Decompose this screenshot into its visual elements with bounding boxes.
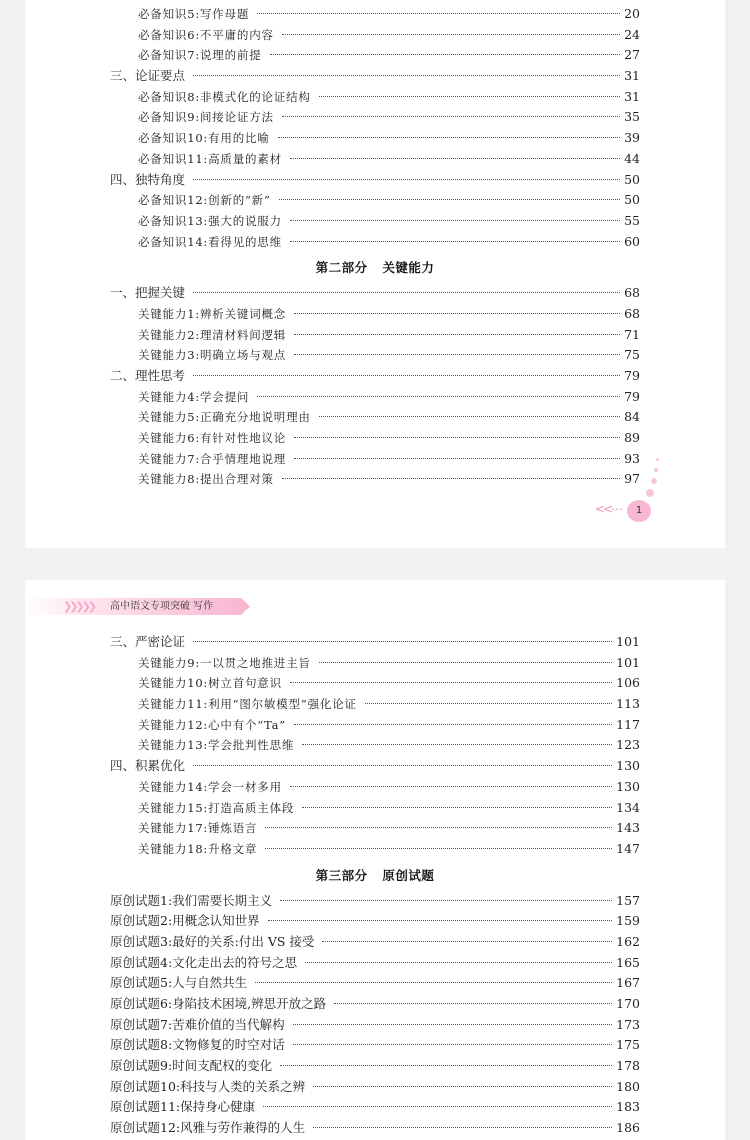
toc-entry-title: 原创试题4:文化走出去的符号之思 — [110, 954, 298, 970]
toc-entry-title: 原创试题11:保持身心健康 — [110, 1099, 256, 1115]
dot-leader — [290, 786, 612, 787]
toc-entry — [110, 1097, 640, 1118]
decor-dot — [651, 478, 657, 484]
toc-entry-page: 50 — [624, 192, 640, 208]
toc-entry-page: 162 — [616, 933, 640, 949]
toc-entry-page: 180 — [616, 1078, 640, 1094]
toc-entry-page: 178 — [616, 1058, 640, 1074]
toc-entry-page: 27 — [624, 47, 640, 63]
toc-entry-title: 原创试题12:风雅与劳作兼得的人生 — [110, 1120, 306, 1136]
toc-entry-page: 68 — [624, 305, 640, 321]
toc-entry — [110, 1077, 640, 1098]
toc-entry-page: 147 — [616, 840, 640, 856]
dot-leader — [268, 920, 612, 921]
dot-leader — [263, 1106, 612, 1107]
toc-entry-page: 186 — [616, 1120, 640, 1136]
dot-leader — [290, 220, 620, 221]
header-title: 高中语文专项突破 写作 — [110, 601, 214, 612]
dot-leader — [293, 1024, 612, 1025]
toc-entry — [110, 128, 640, 149]
toc-entry — [110, 304, 640, 325]
dot-leader — [293, 1044, 612, 1045]
toc-entry-title: 三、论证要点 — [110, 68, 186, 84]
toc-entry-page: 101 — [616, 634, 640, 649]
toc-entry-page: 159 — [616, 913, 640, 929]
toc-page-2 — [25, 580, 725, 1140]
toc-entry-title: 关键能力12:心中有个“Ta” — [138, 717, 286, 732]
dot-leader — [313, 1086, 612, 1087]
toc-entry — [110, 953, 640, 974]
dot-leader — [270, 54, 621, 55]
toc-entry-title: 四、独特角度 — [110, 171, 186, 187]
dot-leader — [279, 199, 620, 200]
toc-entry-title: 原创试题1:我们需要长期主义 — [110, 892, 273, 908]
toc-entry-title: 关键能力3:明确立场与观点 — [138, 348, 287, 363]
toc-entry-page: 106 — [616, 675, 640, 691]
dot-leader — [255, 982, 612, 983]
toc-entry-page: 44 — [624, 150, 640, 166]
dot-leader — [294, 313, 620, 314]
dot-leader — [322, 941, 612, 942]
toc-list — [110, 632, 640, 1139]
toc-entry — [110, 4, 640, 25]
toc-entry-title: 关键能力8:提出合理对策 — [138, 472, 274, 487]
dot-leader — [313, 1127, 612, 1128]
toc-entry-title: 关键能力17:锤炼语言 — [138, 821, 258, 836]
part-heading: 第二部分 关键能力 — [315, 260, 435, 276]
toc-entry-title: 关键能力9:一以贯之地推进主旨 — [138, 655, 311, 670]
dot-leader — [302, 744, 612, 745]
dot-leader — [319, 416, 620, 417]
toc-entry-page: 167 — [616, 975, 640, 991]
toc-entry — [110, 673, 640, 694]
toc-entry-page: 55 — [624, 212, 640, 228]
dot-leader — [302, 807, 612, 808]
dot-leader — [257, 13, 620, 14]
toc-entry-title: 必备知识14:看得见的思维 — [138, 234, 282, 249]
toc-entry — [110, 449, 640, 470]
toc-entry-title: 关键能力15:打造高质主体段 — [138, 800, 295, 815]
dot-leader — [265, 827, 612, 828]
toc-entry — [110, 45, 640, 66]
toc-entry — [110, 469, 640, 490]
toc-entry — [110, 715, 640, 736]
toc-entry-page: 68 — [624, 285, 640, 301]
toc-entry — [110, 1015, 640, 1036]
toc-entry — [110, 66, 640, 87]
toc-entry-page: 170 — [616, 996, 640, 1011]
dot-leader — [290, 158, 620, 159]
toc-entry-page: 157 — [616, 892, 640, 908]
toc-entry — [110, 839, 640, 860]
toc-entry — [110, 407, 640, 428]
dot-leader — [290, 241, 620, 242]
toc-entry — [110, 973, 640, 994]
toc-entry-title: 关键能力13:学会批判性思维 — [138, 738, 295, 753]
toc-group — [110, 283, 640, 490]
toc-entry — [110, 325, 640, 346]
toc-entry — [110, 428, 640, 449]
toc-entry-title: 关键能力7:合乎情理地说理 — [138, 451, 287, 466]
toc-page-1 — [25, 0, 725, 548]
toc-entry-page: 50 — [624, 171, 640, 187]
dot-leader — [290, 682, 612, 683]
toc-entry-page: 130 — [616, 758, 640, 774]
toc-entry-title: 关键能力5:正确充分地说明理由 — [138, 410, 311, 425]
dot-leader — [294, 437, 620, 438]
decor-dot — [654, 468, 658, 472]
dot-leader — [265, 848, 612, 849]
dot-leader — [282, 116, 620, 117]
toc-entry — [110, 1035, 640, 1056]
toc-entry — [110, 818, 640, 839]
toc-entry-title: 原创试题3:最好的关系:付出 VS 接受 — [110, 933, 315, 949]
dot-leader — [365, 703, 612, 704]
toc-entry-title: 原创试题2:用概念认知世界 — [110, 913, 260, 929]
toc-entry-page: 165 — [616, 954, 640, 970]
chevron-right-icon: ❯❯❯❯❯ — [63, 600, 95, 613]
toc-entry-title: 四、积累优化 — [110, 758, 186, 774]
toc-entry-title: 关键能力6:有针对性地议论 — [138, 431, 287, 446]
toc-entry-title: 必备知识13:强大的说服力 — [138, 213, 282, 228]
toc-entry-page: 130 — [616, 778, 640, 794]
page-number: 1 — [627, 500, 651, 522]
dot-leader — [294, 458, 620, 459]
toc-entry-title: 必备知识6:不平庸的内容 — [138, 27, 274, 42]
toc-entry — [110, 232, 640, 253]
toc-entry-page: 143 — [616, 820, 640, 836]
toc-group — [110, 632, 640, 860]
toc-entry-title: 原创试题8:文物修复的时空对话 — [110, 1037, 285, 1053]
decor-dot — [646, 489, 654, 497]
toc-entry-page: 60 — [624, 233, 640, 249]
toc-entry-page: 123 — [616, 737, 640, 753]
toc-entry-title: 必备知识12:创新的“新” — [138, 193, 271, 208]
toc-entry-page: 84 — [624, 409, 640, 425]
toc-entry-title: 必备知识7:说理的前提 — [138, 48, 262, 63]
toc-entry-page: 134 — [616, 799, 640, 815]
toc-entry — [110, 777, 640, 798]
dot-leader — [193, 375, 620, 376]
toc-entry — [110, 932, 640, 953]
toc-entry-title: 一、把握关键 — [110, 285, 186, 301]
toc-entry — [110, 211, 640, 232]
dot-leader — [282, 34, 620, 35]
dot-leader — [193, 179, 620, 180]
toc-entry — [110, 366, 640, 387]
toc-entry — [110, 149, 640, 170]
dot-leader — [280, 900, 612, 901]
toc-entry-page: 79 — [624, 368, 640, 383]
toc-entry-title: 必备知识9:间接论证方法 — [138, 110, 274, 125]
dot-leader — [257, 396, 620, 397]
toc-entry-page: 89 — [624, 430, 640, 446]
dot-leader — [294, 334, 620, 335]
toc-entry-page: 39 — [624, 130, 640, 146]
toc-entry-title: 原创试题5:人与自然共生 — [110, 975, 248, 991]
toc-entry — [110, 190, 640, 211]
toc-entry — [110, 170, 640, 191]
dot-leader — [319, 662, 612, 663]
toc-entry-page: 71 — [624, 326, 640, 342]
toc-entry-page: 113 — [616, 696, 640, 712]
toc-entry-page: 101 — [616, 654, 640, 670]
toc-entry-title: 原创试题9:时间支配权的变化 — [110, 1058, 273, 1074]
chevron-left-icon: <<⋯ — [595, 502, 622, 516]
dot-leader — [294, 724, 612, 725]
dot-leader — [280, 1065, 612, 1066]
toc-entry-title: 关键能力1:辨析关键词概念 — [138, 306, 287, 321]
dot-leader — [319, 96, 620, 97]
toc-entry-title: 关键能力18:升格文章 — [138, 841, 258, 856]
toc-entry — [110, 283, 640, 304]
toc-entry — [110, 694, 640, 715]
dot-leader — [278, 137, 620, 138]
toc-entry-title: 必备知识8:非模式化的论证结构 — [138, 89, 311, 104]
dot-leader — [193, 75, 620, 76]
toc-entry-page: 175 — [616, 1037, 640, 1053]
toc-entry-title: 三、严密论证 — [110, 634, 186, 649]
toc-entry — [110, 1118, 640, 1139]
toc-entry — [110, 891, 640, 912]
toc-entry-title: 关键能力14:学会一材多用 — [138, 779, 282, 794]
toc-entry-page: 20 — [624, 6, 640, 21]
toc-entry-page: 173 — [616, 1016, 640, 1032]
part-heading: 第三部分 原创试题 — [315, 867, 435, 883]
toc-entry-page: 97 — [624, 471, 640, 487]
dot-leader — [193, 292, 620, 293]
toc-entry-title: 必备知识5:写作母题 — [138, 7, 250, 21]
toc-entry — [110, 756, 640, 777]
toc-entry-title: 二、理性思考 — [110, 368, 186, 383]
toc-entry-page: 31 — [624, 68, 640, 84]
toc-entry — [110, 911, 640, 932]
toc-entry — [110, 994, 640, 1015]
toc-entry — [110, 735, 640, 756]
toc-entry-page: 24 — [624, 26, 640, 42]
toc-entry — [110, 653, 640, 674]
toc-entry-title: 原创试题10:科技与人类的关系之辨 — [110, 1078, 306, 1094]
toc-list — [110, 4, 640, 490]
toc-entry — [110, 345, 640, 366]
dot-leader — [305, 962, 612, 963]
toc-entry — [110, 798, 640, 819]
dot-leader — [282, 478, 620, 479]
toc-entry-page: 31 — [624, 88, 640, 104]
toc-entry — [110, 107, 640, 128]
toc-entry-title: 必备知识11:高质量的素材 — [138, 151, 282, 166]
toc-entry-title: 关键能力2:理清材料间逻辑 — [138, 327, 287, 342]
toc-group — [110, 891, 640, 1139]
dot-leader — [193, 641, 612, 642]
toc-entry-title: 必备知识10:有用的比喻 — [138, 131, 270, 146]
toc-entry-title: 原创试题7:苦难价值的当代解构 — [110, 1016, 285, 1032]
toc-entry — [110, 1056, 640, 1077]
decor-dot — [656, 458, 659, 461]
dot-leader — [334, 1003, 612, 1004]
toc-entry-title: 原创试题6:身陷技术困境,辨思开放之路 — [110, 996, 327, 1011]
toc-entry-page: 79 — [624, 388, 640, 404]
toc-entry — [110, 632, 640, 653]
toc-entry-page: 93 — [624, 450, 640, 466]
toc-entry — [110, 87, 640, 108]
toc-entry-page: 35 — [624, 109, 640, 125]
dot-leader — [294, 354, 620, 355]
toc-entry-page: 75 — [624, 347, 640, 363]
toc-entry — [110, 387, 640, 408]
toc-entry-title: 关键能力4:学会提问 — [138, 389, 250, 404]
toc-entry-title: 关键能力11:利用“图尔敏模型”强化论证 — [138, 697, 357, 712]
dot-leader — [193, 765, 612, 766]
toc-entry-title: 关键能力10:树立首句意识 — [138, 676, 282, 691]
toc-entry-page: 183 — [616, 1099, 640, 1115]
toc-group — [110, 4, 640, 252]
toc-entry — [110, 25, 640, 46]
toc-entry-page: 117 — [616, 716, 640, 732]
